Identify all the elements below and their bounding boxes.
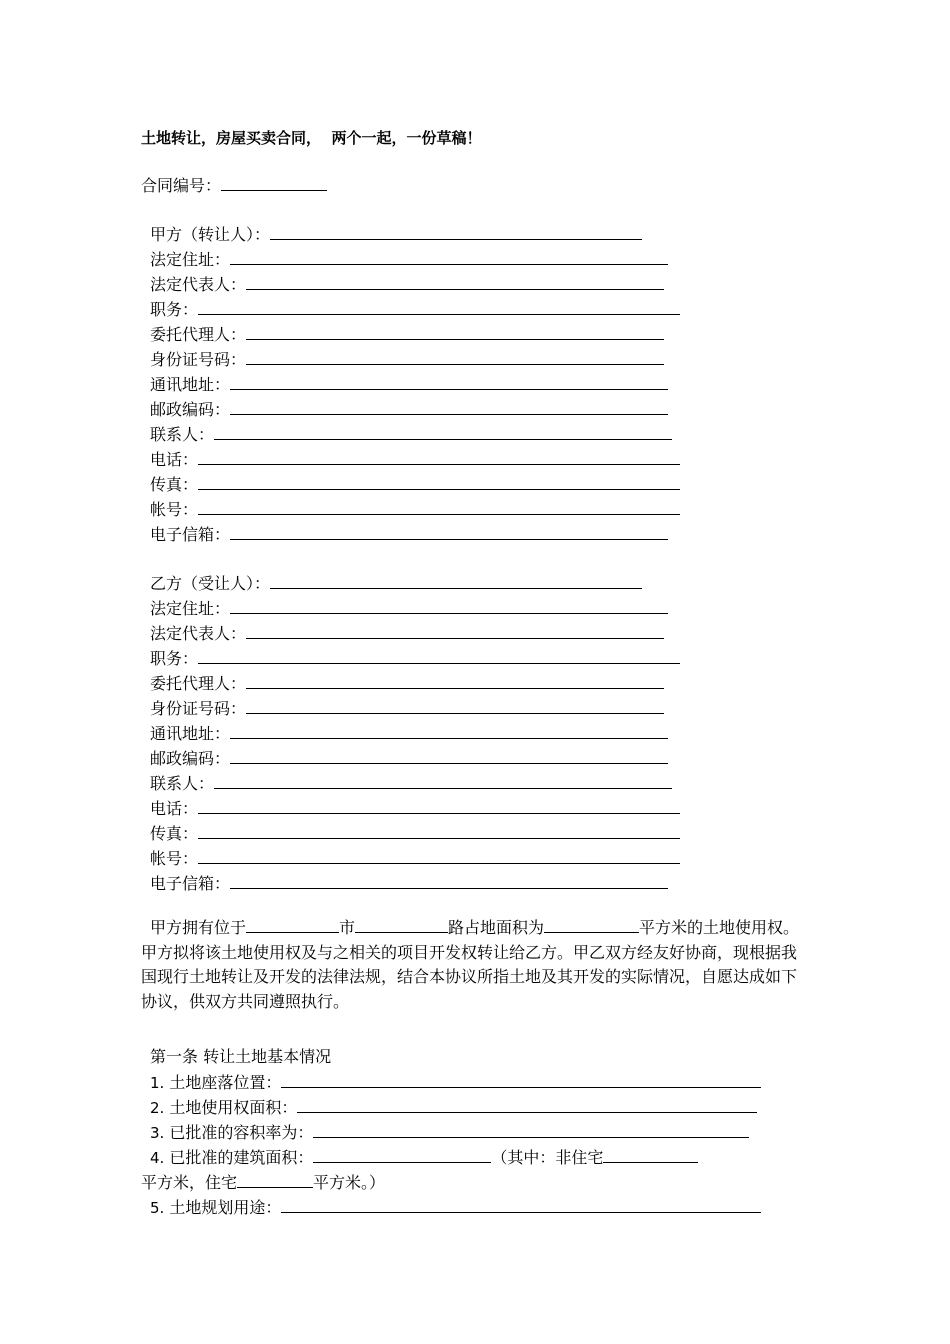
field-label: 身份证号码： <box>150 699 247 718</box>
party-a-field <box>150 472 680 496</box>
intro-text: 路占地面积为 <box>448 918 545 937</box>
field-blank[interactable] <box>214 422 672 440</box>
area-blank[interactable] <box>544 916 639 933</box>
field-label: 身份证号码： <box>150 350 247 369</box>
party-b-field <box>150 871 668 895</box>
field-label: 传真： <box>150 824 199 843</box>
party-a-field <box>150 397 668 421</box>
party-b-field <box>150 696 664 720</box>
field-label: 联系人： <box>150 425 215 444</box>
item-number: 5. <box>150 1199 165 1217</box>
article-1-item <box>150 1145 698 1169</box>
party-b-field <box>150 621 664 645</box>
field-blank[interactable] <box>198 297 680 315</box>
party-a-field <box>150 447 680 471</box>
article-1-item <box>150 1195 761 1219</box>
party-a-field <box>150 297 680 321</box>
field-blank[interactable] <box>198 846 680 864</box>
party-b-heading-row <box>150 571 642 595</box>
field-blank[interactable] <box>198 447 680 465</box>
item-text: （其中：非住宅 <box>491 1148 604 1167</box>
party-a-field <box>150 272 664 296</box>
field-blank[interactable] <box>198 497 680 515</box>
item-label: 已批准的容积率为： <box>169 1123 314 1142</box>
party-a-name-blank[interactable] <box>270 222 642 240</box>
field-blank[interactable] <box>246 671 664 689</box>
city-blank[interactable] <box>246 916 339 933</box>
field-label: 帐号： <box>150 849 199 868</box>
item-blank[interactable] <box>281 1195 761 1213</box>
intro-paragraph <box>141 916 806 1014</box>
item-number: 4. <box>150 1149 165 1167</box>
party-a-field <box>150 522 668 546</box>
article-1-heading: 第一条 转让土地基本情况 <box>150 1047 332 1066</box>
item-label: 已批准的建筑面积： <box>169 1148 314 1167</box>
building-area-blank[interactable] <box>313 1145 491 1163</box>
party-a-heading: 甲方（转让人）： <box>150 225 271 244</box>
field-label: 电子信箱： <box>150 874 231 893</box>
article-1-item <box>150 1120 749 1144</box>
field-label: 法定住址： <box>150 250 231 269</box>
field-blank[interactable] <box>198 472 680 490</box>
item-label: 土地使用权面积： <box>169 1098 298 1117</box>
item-label: 土地座落位置： <box>169 1073 282 1092</box>
field-blank[interactable] <box>198 821 680 839</box>
item-number: 1. <box>150 1074 165 1092</box>
intro-text: 市 <box>339 918 356 937</box>
intro-text: 甲方拥有位于 <box>150 918 247 937</box>
item-blank[interactable] <box>313 1120 749 1138</box>
article-1-item <box>150 1095 757 1119</box>
party-b-field <box>150 771 672 795</box>
party-b-heading: 乙方（受让人）： <box>150 574 271 593</box>
article-1-item-continued <box>141 1170 385 1194</box>
field-blank[interactable] <box>230 247 668 265</box>
party-b-field <box>150 596 668 620</box>
party-b-field <box>150 846 680 870</box>
party-a-field <box>150 422 672 446</box>
party-a-heading-row <box>150 222 642 246</box>
field-blank[interactable] <box>198 796 680 814</box>
article-1-item <box>150 1070 761 1094</box>
field-label: 电子信箱： <box>150 525 231 544</box>
party-b-field <box>150 646 680 670</box>
field-label: 法定代表人： <box>150 624 247 643</box>
field-blank[interactable] <box>230 871 668 889</box>
field-blank[interactable] <box>246 621 664 639</box>
field-label: 职务： <box>150 300 199 319</box>
field-label: 通讯地址： <box>150 375 231 394</box>
item-label: 土地规划用途： <box>169 1198 282 1217</box>
party-a-field <box>150 497 680 521</box>
contract-number-label: 合同编号： <box>141 176 222 195</box>
party-b-name-blank[interactable] <box>270 571 642 589</box>
field-label: 法定代表人： <box>150 275 247 294</box>
intro-text: 平方米的土地使用权。甲方拟将该土地使用权及与之相关的项目开发权转让给乙方。甲乙双方经友好协商，现根据我国现行土地转让及开发的法律法规，结合本协议所指土地及其开发的实际情况，自愿达成如下协议，供双方共同遵照执行。 <box>141 918 800 1011</box>
party-a-field <box>150 372 668 396</box>
field-blank[interactable] <box>230 746 668 764</box>
party-b-field <box>150 671 664 695</box>
field-label: 邮政编码： <box>150 400 231 419</box>
field-label: 法定住址： <box>150 599 231 618</box>
party-a-field <box>150 347 664 371</box>
field-blank[interactable] <box>230 721 668 739</box>
field-label: 通讯地址： <box>150 724 231 743</box>
field-label: 电话： <box>150 799 199 818</box>
party-b-field <box>150 721 668 745</box>
party-b-field <box>150 821 680 845</box>
residential-blank[interactable] <box>237 1170 313 1188</box>
field-label: 邮政编码： <box>150 749 231 768</box>
field-blank[interactable] <box>230 397 668 415</box>
field-blank[interactable] <box>198 646 680 664</box>
party-a-field <box>150 247 668 271</box>
field-label: 联系人： <box>150 774 215 793</box>
item-text: 平方米。） <box>313 1173 386 1192</box>
item-blank[interactable] <box>281 1070 761 1088</box>
field-label: 电话： <box>150 450 199 469</box>
road-blank[interactable] <box>355 916 448 933</box>
field-blank[interactable] <box>230 596 668 614</box>
field-label: 职务： <box>150 649 199 668</box>
field-blank[interactable] <box>246 696 664 714</box>
field-blank[interactable] <box>230 522 668 540</box>
field-label: 委托代理人： <box>150 674 247 693</box>
item-number: 2. <box>150 1099 165 1117</box>
field-blank[interactable] <box>246 347 664 365</box>
field-label: 传真： <box>150 475 199 494</box>
party-b-field <box>150 796 680 820</box>
field-label: 委托代理人： <box>150 325 247 344</box>
item-number: 3. <box>150 1124 165 1142</box>
non-residential-blank[interactable] <box>603 1145 698 1163</box>
field-blank[interactable] <box>214 771 672 789</box>
party-b-field <box>150 746 668 770</box>
field-blank[interactable] <box>246 272 664 290</box>
field-blank[interactable] <box>230 372 668 390</box>
document-title: 土地转让，房屋买卖合同， 两个一起，一份草稿！ <box>141 129 482 147</box>
party-a-field <box>150 322 664 346</box>
item-blank[interactable] <box>297 1095 757 1113</box>
contract-number-blank[interactable] <box>221 173 327 191</box>
field-label: 帐号： <box>150 500 199 519</box>
contract-number-row <box>141 173 327 197</box>
item-text: 平方米，住宅 <box>141 1173 238 1192</box>
field-blank[interactable] <box>246 322 664 340</box>
